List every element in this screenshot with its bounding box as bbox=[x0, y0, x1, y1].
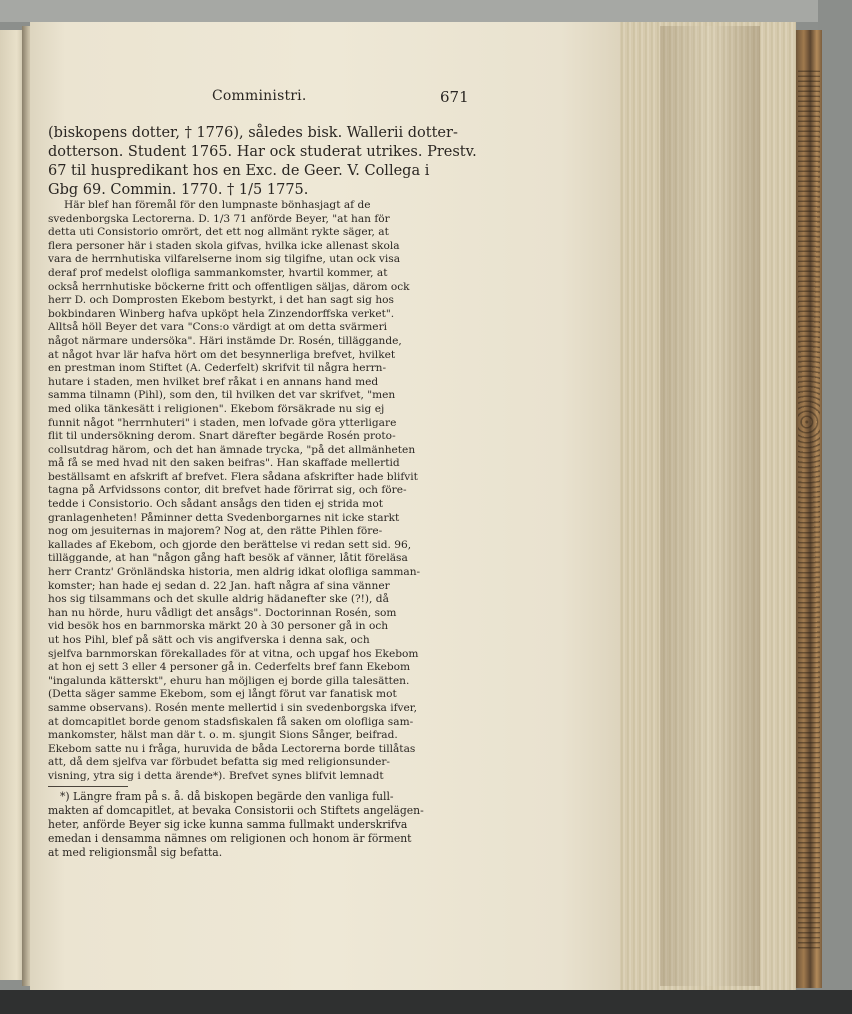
body-line: herr Crantz' Grönländska historia, men aldrig idkat olofliga samman- bbox=[48, 566, 421, 579]
body-line: hutare i staden, men hvilket bref råkat i en annans hand med bbox=[48, 375, 379, 388]
body-text bbox=[48, 199, 472, 784]
body-line: visning, ytra sig i detta ärende*). Brefvet synes blifvit lemnadt bbox=[48, 769, 384, 782]
body-line: sjelfva barnmorskan förekallades för at vitna, och upgaf hos Ekebom bbox=[48, 647, 419, 660]
page-number: 671 bbox=[440, 88, 469, 106]
body-line: en prestman inom Stiftet (A. Cederfelt) skrifvit til några herrn- bbox=[48, 362, 387, 375]
body-line: detta uti Consistorio omrört, det ett nog allmänt rykte säger, at bbox=[48, 226, 389, 239]
entry-line: dotterson. Student 1765. Har ock studerat utrikes. Prestv. bbox=[48, 144, 477, 160]
footnote-rule bbox=[48, 786, 128, 787]
running-header: Comministri. bbox=[212, 88, 307, 104]
body-line: komster; han hade ej sedan d. 22 Jan. haft några af sina vänner bbox=[48, 579, 390, 592]
body-line: Här blef han föremål för den lumpnaste bönhasjagt af de bbox=[64, 199, 371, 211]
body-line: samma tilnamn (Pihl), som den, til hvilken det var skrifvet, "men bbox=[48, 389, 396, 402]
body-line: vara de herrnhutiska vilfarelserne inom sig tilgifne, utan ock visa bbox=[48, 253, 401, 266]
footnote-line: at med religionsmål sig befatta. bbox=[48, 846, 223, 859]
body-line: deraf prof medelst olofliga sammankomster, hvartil kommer, at bbox=[48, 266, 388, 279]
body-line: med olika tänkesätt i religionen". Ekebom försäkrade nu sig ej bbox=[48, 402, 385, 415]
body-line: nog om jesuiternas in majorem? Nog at, den rätte Pihlen före- bbox=[48, 525, 383, 538]
background-bottom bbox=[0, 990, 852, 1014]
body-line: funnit något "herrnhuteri" i staden, men lofvade göra ytterligare bbox=[48, 416, 397, 429]
body-line: at något hvar lär hafva hört om det besynnerliga brefvet, hvilket bbox=[48, 348, 396, 361]
body-line: bokbindaren Winberg hafva upköpt hela Zinzendorffska verket". bbox=[48, 307, 395, 320]
body-line: något närmare undersöka". Häri instämde Dr. Rosén, tilläggande, bbox=[48, 334, 402, 347]
entry-line: (biskopens dotter, † 1776), således bisk. Wallerii dotter- bbox=[48, 125, 458, 141]
cover-marbling bbox=[798, 70, 820, 950]
body-line: at hon ej sett 3 eller 4 personer gå in. Cederfelts bref fann Ekebom bbox=[48, 661, 411, 674]
body-line: svedenborgska Lectorerna. D. 1/3 71 anförde Beyer, "at han för bbox=[48, 212, 390, 225]
body-line: "ingalunda kätterskt", ehuru han möjligen ej borde gilla talesätten. bbox=[48, 674, 410, 687]
body-line: må få se med hvad nit den saken beifras". Han skaffade mellertid bbox=[48, 457, 400, 470]
body-line: flit til undersökning derom. Snart därefter begärde Rosén proto- bbox=[48, 430, 396, 443]
body-line: mankomster, hälst man där t. o. m. sjungit Sions Sånger, beifrad. bbox=[48, 729, 398, 742]
body-line: ut hos Pihl, blef på sätt och vis angifverska i denna sak, och bbox=[48, 634, 370, 646]
footnote-line: *) Längre fram på s. å. då biskopen begärde den vanliga full- bbox=[60, 790, 394, 803]
body-line: (Detta säger samme Ekebom, som ej långt förut var fanatisk mot bbox=[48, 688, 397, 701]
body-line: han nu hörde, huru vådligt det ansågs". Doctorinnan Rosén, som bbox=[48, 606, 397, 619]
page-block-shading bbox=[660, 26, 760, 986]
body-line: at domcapitlet borde genom stadsfiskalen få saken om olofliga sam- bbox=[48, 715, 414, 728]
body-line: också herrnhutiske böckerne fritt och offentligen säljas, därom ock bbox=[48, 280, 410, 293]
entry-paragraph bbox=[48, 124, 477, 200]
footnote-line: heter, anförde Beyer sig icke kunna samma fullmakt underskrifva bbox=[48, 818, 408, 831]
body-line: beställsamt en afskrift af brefvet. Flera sådana afskrifter hade blifvit bbox=[48, 470, 418, 483]
footnote-line: emedan i densamma nämnes om religionen och honom är förment bbox=[48, 832, 412, 845]
body-line: att, då dem sjelfva var förbudet befatta sig med religionsunder- bbox=[48, 756, 391, 769]
body-line: collsutdrag härom, och det han ämnade trycka, "på det allmänheten bbox=[48, 443, 416, 456]
background-top bbox=[0, 0, 852, 22]
body-line: herr D. och Domprosten Ekebom bestyrkt, i det han sagt sig hos bbox=[48, 294, 394, 307]
body-line: tilläggande, at han "någon gång haft besök af vänner, låtit föreläsa bbox=[48, 552, 408, 565]
body-line: Alltså höll Beyer det vara "Cons:o värdigt at om detta svärmeri bbox=[48, 321, 388, 334]
body-line: Ekebom satte nu i fråga, huruvida de båda Lectorerna borde tillåtas bbox=[48, 742, 416, 755]
footnote-line: makten af domcapitlet, at bevaka Consistorii och Stiftets angelägen- bbox=[48, 804, 424, 817]
background-right bbox=[818, 0, 852, 1014]
body-line: vid besök hos en barnmorska märkt 20 à 30 personer gå in och bbox=[48, 620, 389, 633]
body-line: tedde i Consistorio. Och sådant ansågs den tiden ej strida mot bbox=[48, 498, 383, 511]
body-line: flera personer här i staden skola gifvas, hvilka icke allenast skola bbox=[48, 239, 400, 252]
body-line: granlagenheten! Påminner detta Svedenborgarnes nit icke starkt bbox=[48, 511, 400, 524]
entry-line: Gbg 69. Commin. 1770. † 1/5 1775. bbox=[48, 182, 309, 198]
body-line: tagna på Arfvidssons contor, dit brefvet hade förirrat sig, och före- bbox=[48, 484, 407, 497]
body-line: samme observans). Rosén mente mellertid i sin svedenborgska ifver, bbox=[48, 701, 418, 714]
footnote bbox=[48, 790, 472, 860]
entry-line: 67 til huspredikant hos en Exc. de Geer. V. Collega i bbox=[48, 163, 430, 179]
body-line: hos sig tilsammans och det skulle aldrig hädanefter ske (?!), då bbox=[48, 593, 389, 606]
body-line: kallades af Ekebom, och gjorde den berättelse vi redan sett sid. 96, bbox=[48, 538, 412, 551]
